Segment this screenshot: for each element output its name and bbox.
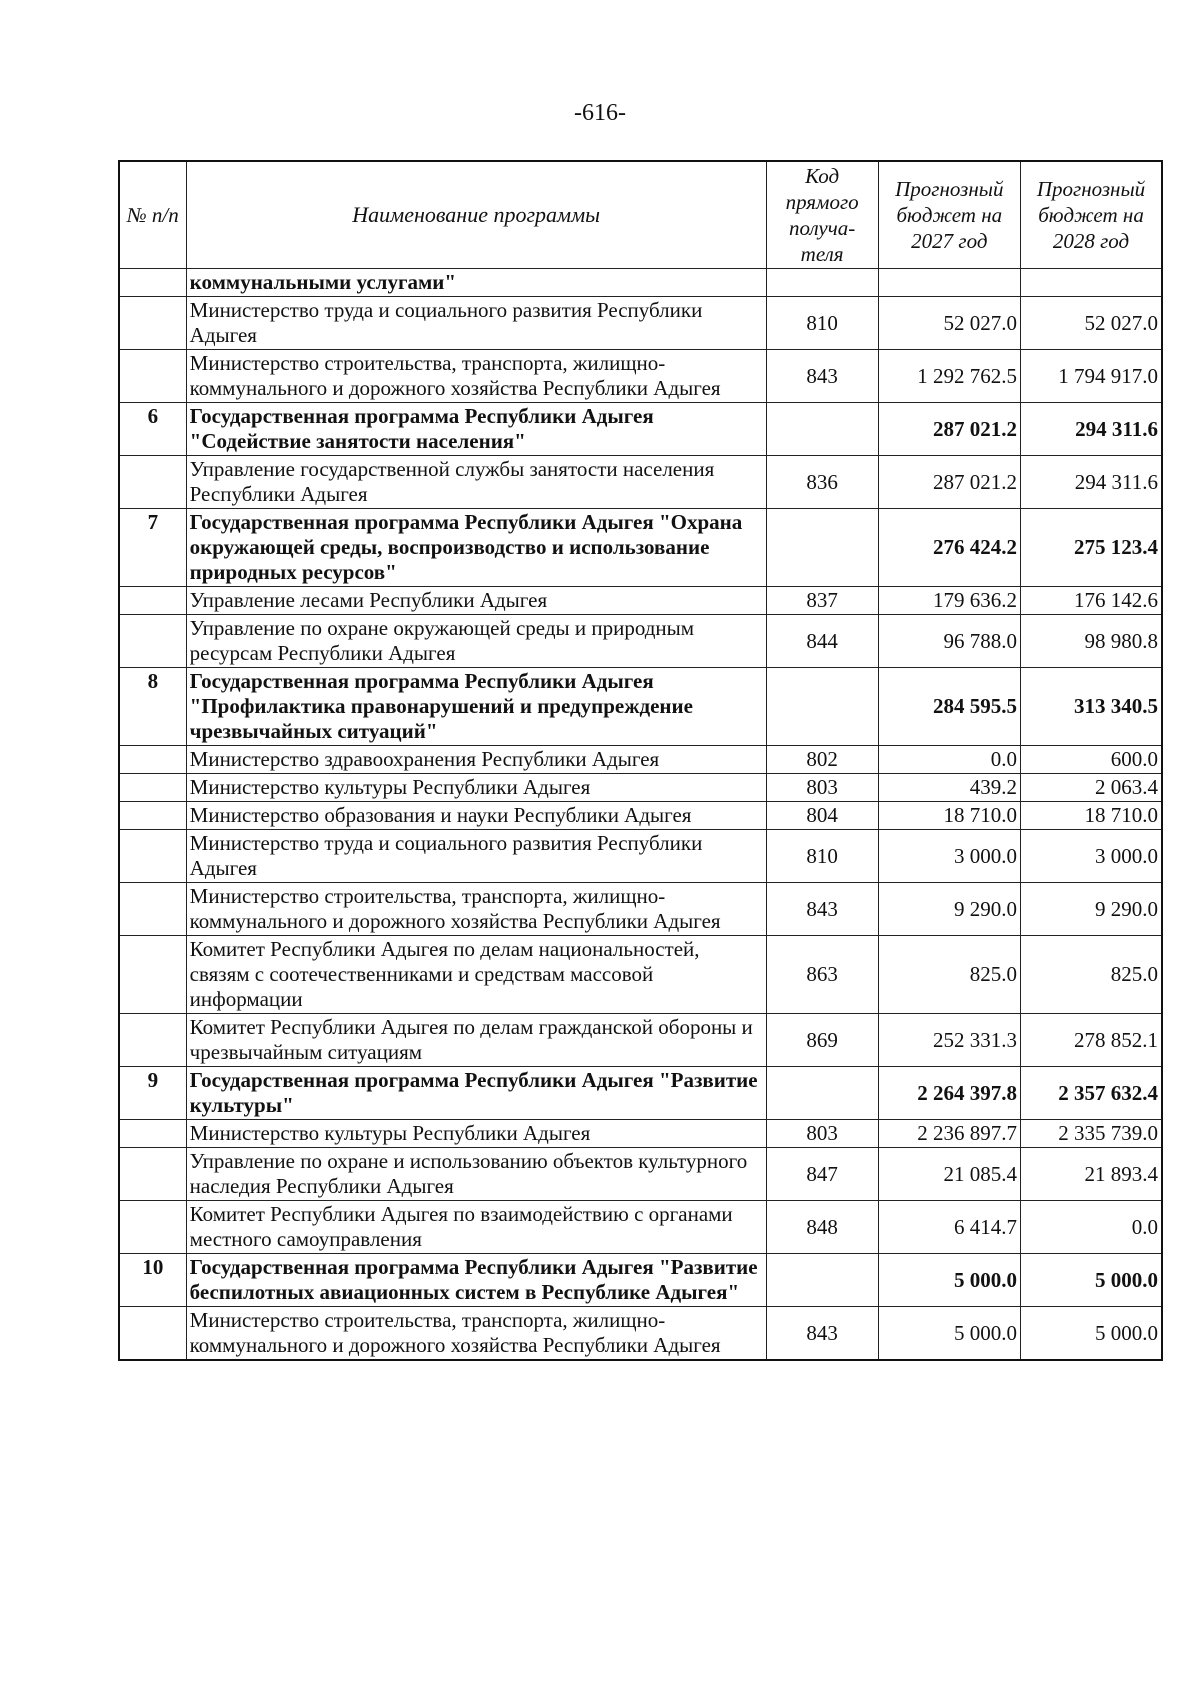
table-row xyxy=(119,774,1162,802)
row-budget-2028 xyxy=(1021,269,1162,297)
row-name: Министерство строительства, транспорта, жилищно-коммунального и дорожного хозяйства Республики Адыгея xyxy=(186,350,766,403)
row-budget-2027: 6 414.7 xyxy=(878,1201,1020,1254)
table-row xyxy=(119,615,1162,668)
row-code: 803 xyxy=(766,774,878,802)
row-code: 810 xyxy=(766,297,878,350)
row-budget-2027: 439.2 xyxy=(878,774,1020,802)
program-row xyxy=(119,1254,1162,1307)
row-budget-2028: 21 893.4 xyxy=(1021,1148,1162,1201)
table-row xyxy=(119,587,1162,615)
row-number xyxy=(119,350,186,403)
row-budget-2027: 5 000.0 xyxy=(878,1307,1020,1361)
row-budget-2028: 176 142.6 xyxy=(1021,587,1162,615)
row-budget-2028: 98 980.8 xyxy=(1021,615,1162,668)
row-budget-2028: 5 000.0 xyxy=(1021,1307,1162,1361)
row-code xyxy=(766,668,878,746)
row-code: 843 xyxy=(766,1307,878,1361)
row-budget-2028: 2 357 632.4 xyxy=(1021,1067,1162,1120)
row-budget-2028: 278 852.1 xyxy=(1021,1014,1162,1067)
page-number: -616- xyxy=(574,100,626,126)
row-name: Государственная программа Республики Адыгея "Развитие беспилотных авиационных систем в Республике Адыгея" xyxy=(186,1254,766,1307)
row-code: 843 xyxy=(766,350,878,403)
row-budget-2028: 2 063.4 xyxy=(1021,774,1162,802)
row-budget-2028: 52 027.0 xyxy=(1021,297,1162,350)
table-row xyxy=(119,802,1162,830)
table-row xyxy=(119,830,1162,883)
row-code: 804 xyxy=(766,802,878,830)
row-name: Управление по охране и использованию объектов культурного наследия Республики Адыгея xyxy=(186,1148,766,1201)
budget-table xyxy=(118,160,1163,1361)
row-number xyxy=(119,1307,186,1361)
table-row xyxy=(119,1201,1162,1254)
row-number: 7 xyxy=(119,509,186,587)
row-budget-2028: 294 311.6 xyxy=(1021,403,1162,456)
program-row xyxy=(119,403,1162,456)
row-number xyxy=(119,774,186,802)
row-number xyxy=(119,830,186,883)
table-row xyxy=(119,1307,1162,1361)
row-number: 8 xyxy=(119,668,186,746)
row-number: 9 xyxy=(119,1067,186,1120)
row-name: Комитет Республики Адыгея по делам гражданской обороны и чрезвычайным ситуациям xyxy=(186,1014,766,1067)
row-budget-2028: 3 000.0 xyxy=(1021,830,1162,883)
program-row xyxy=(119,668,1162,746)
row-code: 844 xyxy=(766,615,878,668)
row-code: 802 xyxy=(766,746,878,774)
table-row xyxy=(119,1120,1162,1148)
row-number: 6 xyxy=(119,403,186,456)
table-row xyxy=(119,883,1162,936)
row-code: 848 xyxy=(766,1201,878,1254)
row-budget-2028: 5 000.0 xyxy=(1021,1254,1162,1307)
table-row xyxy=(119,269,1162,297)
row-budget-2027: 179 636.2 xyxy=(878,587,1020,615)
row-budget-2027: 1 292 762.5 xyxy=(878,350,1020,403)
row-name: коммунальными услугами" xyxy=(186,269,766,297)
row-budget-2028: 600.0 xyxy=(1021,746,1162,774)
row-name: Министерство образования и науки Республики Адыгея xyxy=(186,802,766,830)
row-number xyxy=(119,297,186,350)
row-name: Управление по охране окружающей среды и природным ресурсам Республики Адыгея xyxy=(186,615,766,668)
row-budget-2027: 287 021.2 xyxy=(878,456,1020,509)
row-name: Комитет Республики Адыгея по взаимодействию с органами местного самоуправления xyxy=(186,1201,766,1254)
row-budget-2028: 2 335 739.0 xyxy=(1021,1120,1162,1148)
table-row xyxy=(119,746,1162,774)
row-name: Государственная программа Республики Адыгея "Развитие культуры" xyxy=(186,1067,766,1120)
row-budget-2027: 2 236 897.7 xyxy=(878,1120,1020,1148)
table-row xyxy=(119,456,1162,509)
row-number xyxy=(119,802,186,830)
row-number xyxy=(119,587,186,615)
row-name: Министерство труда и социального развития Республики Адыгея xyxy=(186,297,766,350)
program-row xyxy=(119,509,1162,587)
row-code xyxy=(766,403,878,456)
row-code: 810 xyxy=(766,830,878,883)
row-budget-2027: 252 331.3 xyxy=(878,1014,1020,1067)
row-code xyxy=(766,269,878,297)
row-budget-2028: 0.0 xyxy=(1021,1201,1162,1254)
row-number xyxy=(119,1201,186,1254)
row-budget-2027: 3 000.0 xyxy=(878,830,1020,883)
row-name: Министерство культуры Республики Адыгея xyxy=(186,1120,766,1148)
row-code: 836 xyxy=(766,456,878,509)
row-budget-2027: 52 027.0 xyxy=(878,297,1020,350)
header-code: Код прямого получа-теля xyxy=(766,161,878,269)
row-name: Министерство культуры Республики Адыгея xyxy=(186,774,766,802)
row-budget-2027 xyxy=(878,269,1020,297)
row-budget-2027: 5 000.0 xyxy=(878,1254,1020,1307)
row-name: Министерство здравоохранения Республики Адыгея xyxy=(186,746,766,774)
row-budget-2027: 284 595.5 xyxy=(878,668,1020,746)
row-name: Управление государственной службы занятости населения Республики Адыгея xyxy=(186,456,766,509)
table-row xyxy=(119,297,1162,350)
row-number xyxy=(119,456,186,509)
row-code xyxy=(766,509,878,587)
header-budget-2028: Прогнозный бюджет на 2028 год xyxy=(1021,161,1162,269)
row-name: Министерство строительства, транспорта, жилищно-коммунального и дорожного хозяйства Республики Адыгея xyxy=(186,1307,766,1361)
row-number xyxy=(119,936,186,1014)
row-budget-2027: 0.0 xyxy=(878,746,1020,774)
row-code: 869 xyxy=(766,1014,878,1067)
row-number xyxy=(119,1014,186,1067)
row-budget-2028: 275 123.4 xyxy=(1021,509,1162,587)
table-row xyxy=(119,936,1162,1014)
program-row xyxy=(119,1067,1162,1120)
row-name: Министерство труда и социального развития Республики Адыгея xyxy=(186,830,766,883)
row-budget-2027: 825.0 xyxy=(878,936,1020,1014)
row-budget-2027: 276 424.2 xyxy=(878,509,1020,587)
row-name: Управление лесами Республики Адыгея xyxy=(186,587,766,615)
row-budget-2027: 96 788.0 xyxy=(878,615,1020,668)
header-name: Наименование программы xyxy=(186,161,766,269)
row-code: 863 xyxy=(766,936,878,1014)
row-budget-2028: 313 340.5 xyxy=(1021,668,1162,746)
row-code: 847 xyxy=(766,1148,878,1201)
row-budget-2027: 18 710.0 xyxy=(878,802,1020,830)
table-body xyxy=(119,269,1162,1361)
row-budget-2028: 294 311.6 xyxy=(1021,456,1162,509)
row-name: Комитет Республики Адыгея по делам национальностей, связям с соотечественниками и средствам массовой информации xyxy=(186,936,766,1014)
table-header xyxy=(119,161,1162,269)
row-budget-2028: 1 794 917.0 xyxy=(1021,350,1162,403)
header-budget-2027: Прогнозный бюджет на 2027 год xyxy=(878,161,1020,269)
row-number xyxy=(119,1120,186,1148)
row-budget-2028: 9 290.0 xyxy=(1021,883,1162,936)
row-name: Государственная программа Республики Адыгея "Охрана окружающей среды, воспроизводство и использование природных ресурсов" xyxy=(186,509,766,587)
row-number: 10 xyxy=(119,1254,186,1307)
row-budget-2027: 287 021.2 xyxy=(878,403,1020,456)
row-code xyxy=(766,1067,878,1120)
row-name: Государственная программа Республики Адыгея "Профилактика правонарушений и предупреждение чрезвычайных ситуаций" xyxy=(186,668,766,746)
row-code: 803 xyxy=(766,1120,878,1148)
row-name: Государственная программа Республики Адыгея "Содействие занятости населения" xyxy=(186,403,766,456)
row-number xyxy=(119,615,186,668)
row-budget-2027: 9 290.0 xyxy=(878,883,1020,936)
row-budget-2027: 21 085.4 xyxy=(878,1148,1020,1201)
row-number xyxy=(119,269,186,297)
header-num: № п/п xyxy=(119,161,186,269)
row-budget-2027: 2 264 397.8 xyxy=(878,1067,1020,1120)
row-budget-2028: 18 710.0 xyxy=(1021,802,1162,830)
table-row xyxy=(119,350,1162,403)
row-budget-2028: 825.0 xyxy=(1021,936,1162,1014)
row-name: Министерство строительства, транспорта, жилищно-коммунального и дорожного хозяйства Республики Адыгея xyxy=(186,883,766,936)
row-code: 843 xyxy=(766,883,878,936)
row-number xyxy=(119,883,186,936)
row-number xyxy=(119,1148,186,1201)
row-code: 837 xyxy=(766,587,878,615)
table-row xyxy=(119,1148,1162,1201)
row-number xyxy=(119,746,186,774)
table-row xyxy=(119,1014,1162,1067)
row-code xyxy=(766,1254,878,1307)
